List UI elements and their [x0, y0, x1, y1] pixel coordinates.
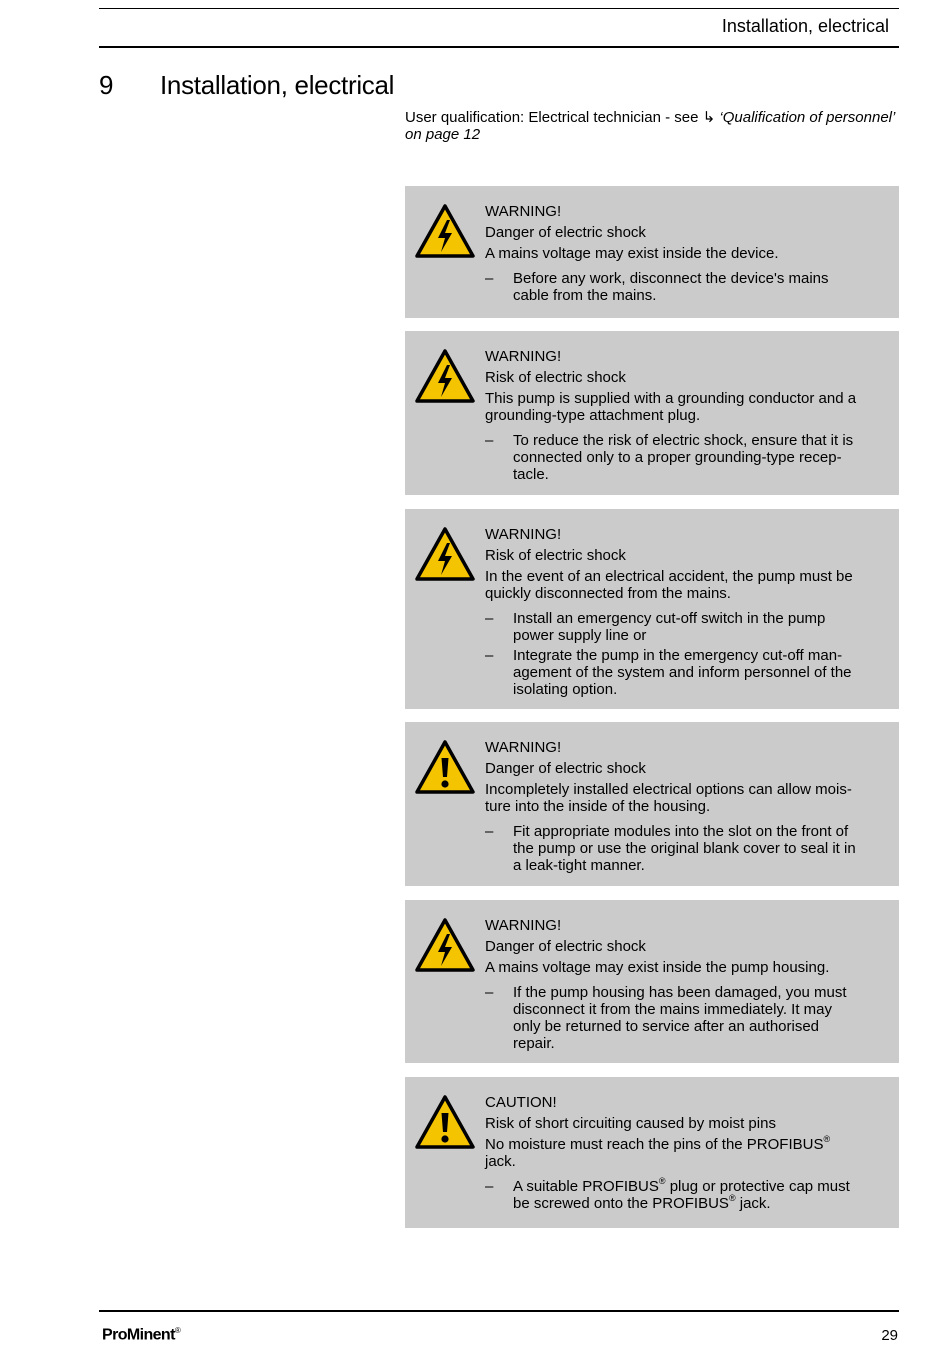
- warning-measure: – To reduce the risk of electric shock, ensure that it is connected only to a proper grounding-type receptacle.: [485, 432, 854, 483]
- warning-measure: – If the pump housing has been damaged, you must disconnect it from the mains immediately. It may only be returned to service after an authorised repair.: [485, 984, 847, 1052]
- warning-description: In the event of an electrical accident, the pump must be quickly disconnected from the mains.: [485, 568, 853, 602]
- warning-signal-word: WARNING!: [485, 917, 562, 934]
- user-qualification: [405, 109, 905, 143]
- warning-description: Incompletely installed electrical options can allow moisture into the inside of the housing.: [485, 781, 852, 815]
- warning-description: A mains voltage may exist inside the device.: [485, 245, 779, 262]
- warning-measures: [485, 270, 859, 304]
- warning-measures: [485, 823, 859, 874]
- warning-measure: – Fit appropriate modules into the slot on the front of the pump or use the original blank cover to seal it in a leak-tight manner.: [485, 823, 856, 874]
- chapter-number: 9: [99, 70, 114, 100]
- warning-box: [405, 722, 899, 886]
- warning-hazard-title: Danger of electric shock: [485, 938, 646, 955]
- electric-hazard-icon: [414, 348, 476, 404]
- warning-signal-word: WARNING!: [485, 739, 562, 756]
- electric-hazard-icon: [414, 203, 476, 259]
- warning-measures: [485, 432, 859, 483]
- warning-description: This pump is supplied with a grounding conductor and a grounding-type attachment plug.: [485, 390, 857, 424]
- caution-signal-word: CAUTION!: [485, 1094, 557, 1111]
- electric-hazard-icon: [414, 526, 476, 582]
- warning-hazard-title: Danger of electric shock: [485, 224, 646, 241]
- chapter-title: Installation, electrical: [160, 70, 395, 100]
- top-rule: [99, 8, 899, 9]
- qualification-prefix: User qualification: Electrical technician - see: [405, 109, 699, 126]
- caution-measures: [485, 1178, 859, 1212]
- page-number: 29: [881, 1327, 898, 1344]
- header-rule: [99, 46, 899, 48]
- caution-hazard-title: Risk of short circuiting caused by moist pins: [485, 1115, 776, 1132]
- warning-box: [405, 186, 899, 318]
- warning-hazard-title: Danger of electric shock: [485, 760, 646, 777]
- warning-measures: [485, 610, 859, 698]
- prominent-logo: ProMinent®: [102, 1326, 181, 1344]
- footer-rule: [99, 1310, 899, 1312]
- general-hazard-icon: [414, 739, 476, 795]
- running-header-title: Installation, electrical: [721, 16, 889, 36]
- warning-hazard-title: Risk of electric shock: [485, 369, 626, 386]
- general-hazard-icon: [414, 1094, 476, 1150]
- warning-description: A mains voltage may exist inside the pump housing.: [485, 959, 830, 976]
- warning-measure: – Before any work, disconnect the device's mains cable from the mains.: [485, 270, 829, 304]
- warning-box: [405, 331, 899, 495]
- warning-box: [405, 900, 899, 1063]
- cross-reference-icon: ↳: [702, 109, 716, 126]
- caution-description: No moisture must reach the pins of the PROFIBUS® jack.: [485, 1134, 831, 1170]
- warning-measure: – Install an emergency cut-off switch in the pump power supply line or: [485, 610, 826, 644]
- warning-hazard-title: Risk of electric shock: [485, 547, 626, 564]
- warning-signal-word: WARNING!: [485, 526, 562, 543]
- warning-signal-word: WARNING!: [485, 203, 562, 220]
- caution-measure: – A suitable PROFIBUS® plug or protective cap must be screwed onto the PROFIBUS® jack.: [485, 1176, 850, 1212]
- warning-measures: [485, 984, 859, 1052]
- warning-measure: – Integrate the pump in the emergency cut-off management of the system and inform personnel of the isolating option.: [485, 647, 852, 698]
- caution-box: [405, 1077, 899, 1228]
- cross-reference-link[interactable]: ‘Qualification of personnel’ on page 12: [405, 109, 895, 143]
- warning-box: [405, 509, 899, 709]
- electric-hazard-icon: [414, 917, 476, 973]
- warning-signal-word: WARNING!: [485, 348, 562, 365]
